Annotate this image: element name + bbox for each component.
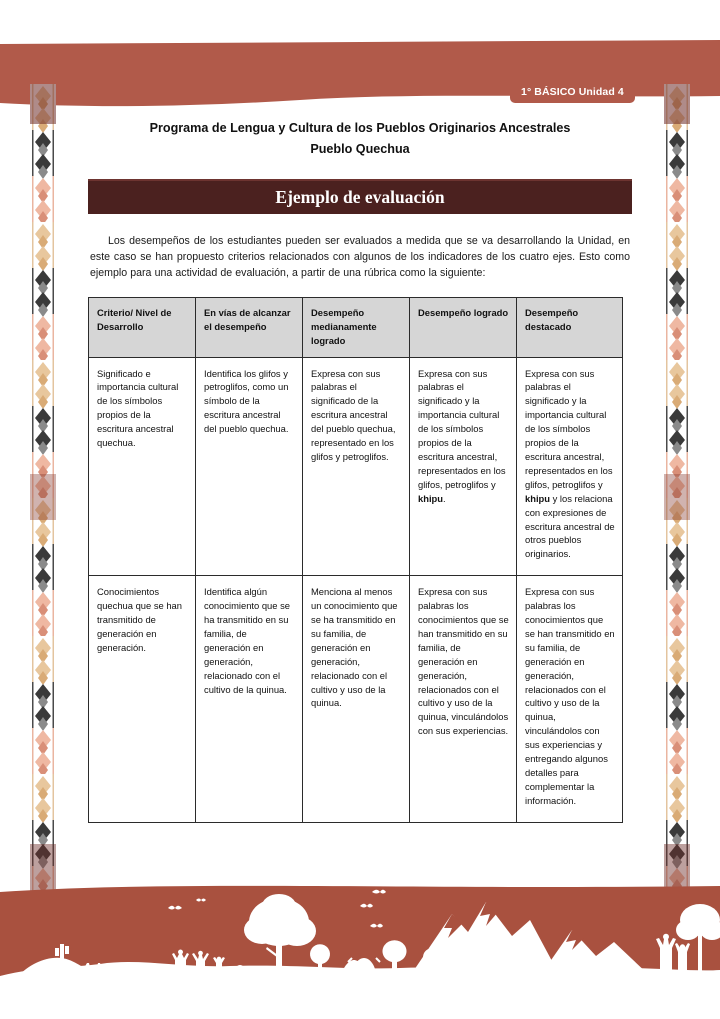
- footer-landscape-art: [0, 884, 720, 1019]
- cell-en-vias: Identifica algún conocimiento que se ha transmitido en su familia, de generación en generación, relacionado con el cultivo de la quinua.: [196, 576, 303, 823]
- intro-paragraph: Los desempeños de los estudiantes pueden ser evaluados a medida que se va desarrollando la Unidad, en este caso se han propuesto criterios relacionados con algunos de los indicadores de los cuatro ejes. Esto como ejemplo para una actividad de evaluación, a partir de una rúbrica como la siguiente:: [90, 234, 630, 279]
- column-header-medianamente: Desempeño medianamente logrado: [303, 297, 410, 357]
- textile-strip-right: [664, 84, 690, 912]
- page-title-line-2: Pueblo Quechua: [310, 141, 410, 156]
- cell-criterio: Conocimientos quechua que se han transmitido de generación en generación.: [89, 576, 196, 823]
- column-header-en-vias: En vías de alcanzar el desempeño: [196, 297, 303, 357]
- cell-destacado: Expresa con sus palabras el significado y la importancia cultural de los símbolos propios de la escritura ancestral, representados en los glifos, petroglifos y khipu y los relaciona con expresiones de escritura ancestral de otros pueblos originarios.: [517, 357, 623, 576]
- table-row: [89, 357, 623, 576]
- term-khipu: khipu: [525, 492, 550, 504]
- cell-medianamente: Expresa con sus palabras el significado de la escritura ancestral del pueblo quechua, representado en los glifos y petroglifos.: [303, 357, 410, 576]
- cell-logrado: Expresa con sus palabras el significado y la importancia cultural de los símbolos propios de la escritura ancestral, representados en los glifos, petroglifos y khipu.: [410, 357, 517, 576]
- column-header-criterio: Criterio/ Nivel de Desarrollo: [89, 297, 196, 357]
- page-title: [88, 118, 632, 160]
- table-header-row: [89, 297, 623, 357]
- unit-badge: 1° BÁSICO Unidad 4: [510, 82, 635, 103]
- cell-en-vias: Identifica los glifos y petroglifos, como un símbolo de la escritura ancestral del pueblo quechua.: [196, 357, 303, 576]
- cell-destacado: Expresa con sus palabras los conocimientos que se han transmitido en su familia, de generación en generación, relacionados con el cultivo y uso de la quinua, vinculándolos con sus experiencias y entregando algunos detalles para complementar la información.: [517, 576, 623, 823]
- textile-strip-left: [30, 84, 56, 912]
- term-khipu: khipu: [418, 492, 443, 504]
- page-title-line-1: Programa de Lengua y Cultura de los Pueblos Originarios Ancestrales: [149, 121, 571, 135]
- table-row: [89, 576, 623, 823]
- rubric-table: [88, 297, 623, 823]
- cell-logrado: Expresa con sus palabras los conocimientos que se han transmitido en su familia, de generación en generación, relacionados con el cultivo y uso de la quinua, vinculándolos con sus experiencias.: [410, 576, 517, 823]
- column-header-destacado: Desempeño destacado: [517, 297, 623, 357]
- cell-medianamente: Menciona al menos un conocimiento que se ha transmitido en su familia, de generación en generación, relacionado con el cultivo y uso de la quinua.: [303, 576, 410, 823]
- document-content: [88, 110, 632, 823]
- section-title-bar: [88, 179, 632, 214]
- section-title: Ejemplo de evaluación: [275, 186, 445, 207]
- cell-criterio: Significado e importancia cultural de los símbolos propios de la escritura ancestral quechua.: [89, 357, 196, 576]
- column-header-logrado: Desempeño logrado: [410, 297, 517, 357]
